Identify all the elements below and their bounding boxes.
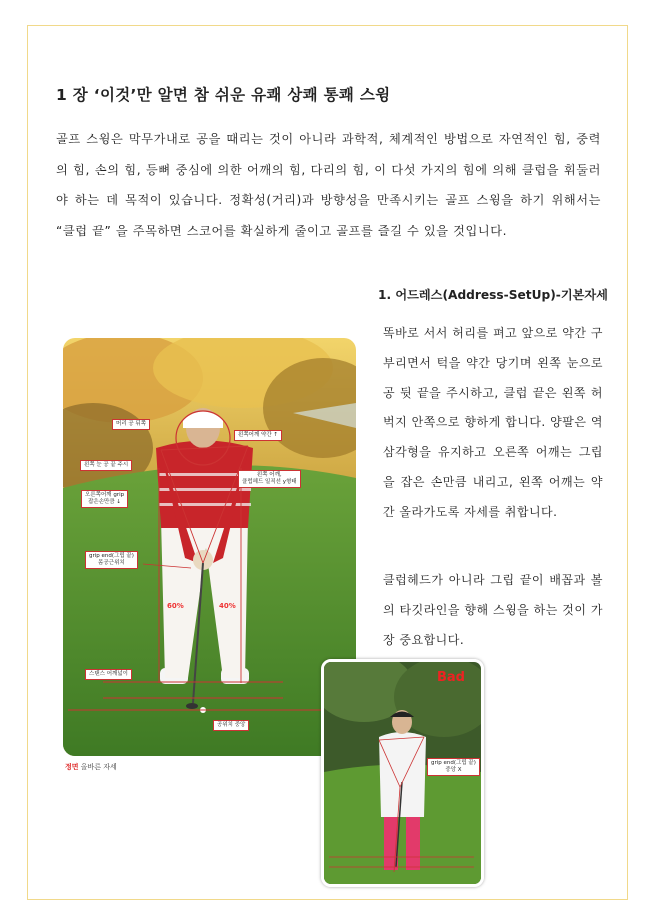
chapter-title: 1 장 ‘이것’만 알면 참 쉬운 유쾌 상쾌 통쾌 스윙 xyxy=(56,86,391,104)
section-heading: 1. 어드레스(Address-SetUp)-기본자세 xyxy=(378,288,608,302)
label-left-eye: 왼쪽 눈 공 끝 주시 xyxy=(80,460,132,471)
intro-paragraph: 골프 스윙은 막무가내로 공을 때리는 것이 아니라 과학적, 체계적인 방법으로 자연적인 힘, 중력의 힘, 손의 힘, 등뼈 중심에 의한 어깨의 힘, 다리의 힘, 이 다섯 가지의 힘에 의해 클럽을 휘둘러야 하는 데 목적이 있습니다. 정확성(거리)과 방향성을 만족시키는 골프 스윙을 하기 위해서는 “클럽 끝” 을 주목하면 스코어를 확실하게 줄이고 골프를 즐길 수 있을 것입니다. xyxy=(56,132,601,238)
label-head: 머리 공 뒤쪽 xyxy=(112,419,150,430)
label-left-shoulder-line: 왼쪽 어깨, 클럽헤드 일직선 y형태 xyxy=(238,470,301,488)
label-bad-grip: grip end(그립 끝) 중앙 X xyxy=(427,758,480,776)
address-correct-photo xyxy=(63,338,356,756)
label-grip-end: grip end(그립 끝) 몸공근위치 xyxy=(85,551,138,569)
label-ball: 공위치 중앙 xyxy=(213,720,249,731)
label-left-shoulder: 왼쪽어깨 약간 ↑ xyxy=(234,430,282,441)
weight-left-pct: 60% xyxy=(167,602,184,610)
label-stance: 스탠스 어깨넓이 xyxy=(85,669,132,680)
section-paragraph-2: 클럽헤드가 아니라 그립 끝이 배꼽과 볼의 타깃라인을 향해 스윙을 하는 것이 가장 중요합니다. xyxy=(383,573,603,647)
photo-caption: 정면 올바른 자세 xyxy=(65,763,117,771)
weight-right-pct: 40% xyxy=(219,602,236,610)
section-paragraph-1: 똑바로 서서 허리를 펴고 앞으로 약간 구부리면서 턱을 약간 당기며 왼쪽 눈으로 공 뒷 끝을 주시하고, 클럽 끝은 왼쪽 허벅지 안쪽으로 향하게 합니다. 양팔은 역삼각형을 유지하고 오른쪽 어깨는 그립을 잡은 손만큼 내리고, 왼쪽 어깨는 약간 올라가도록 자세를 취합니다. xyxy=(383,326,603,519)
address-bad-photo xyxy=(321,659,484,887)
label-right-shoulder: 오른쪽어깨 grip 잡은손만큼 ↓ xyxy=(81,490,128,508)
bad-badge: Bad xyxy=(437,670,465,685)
